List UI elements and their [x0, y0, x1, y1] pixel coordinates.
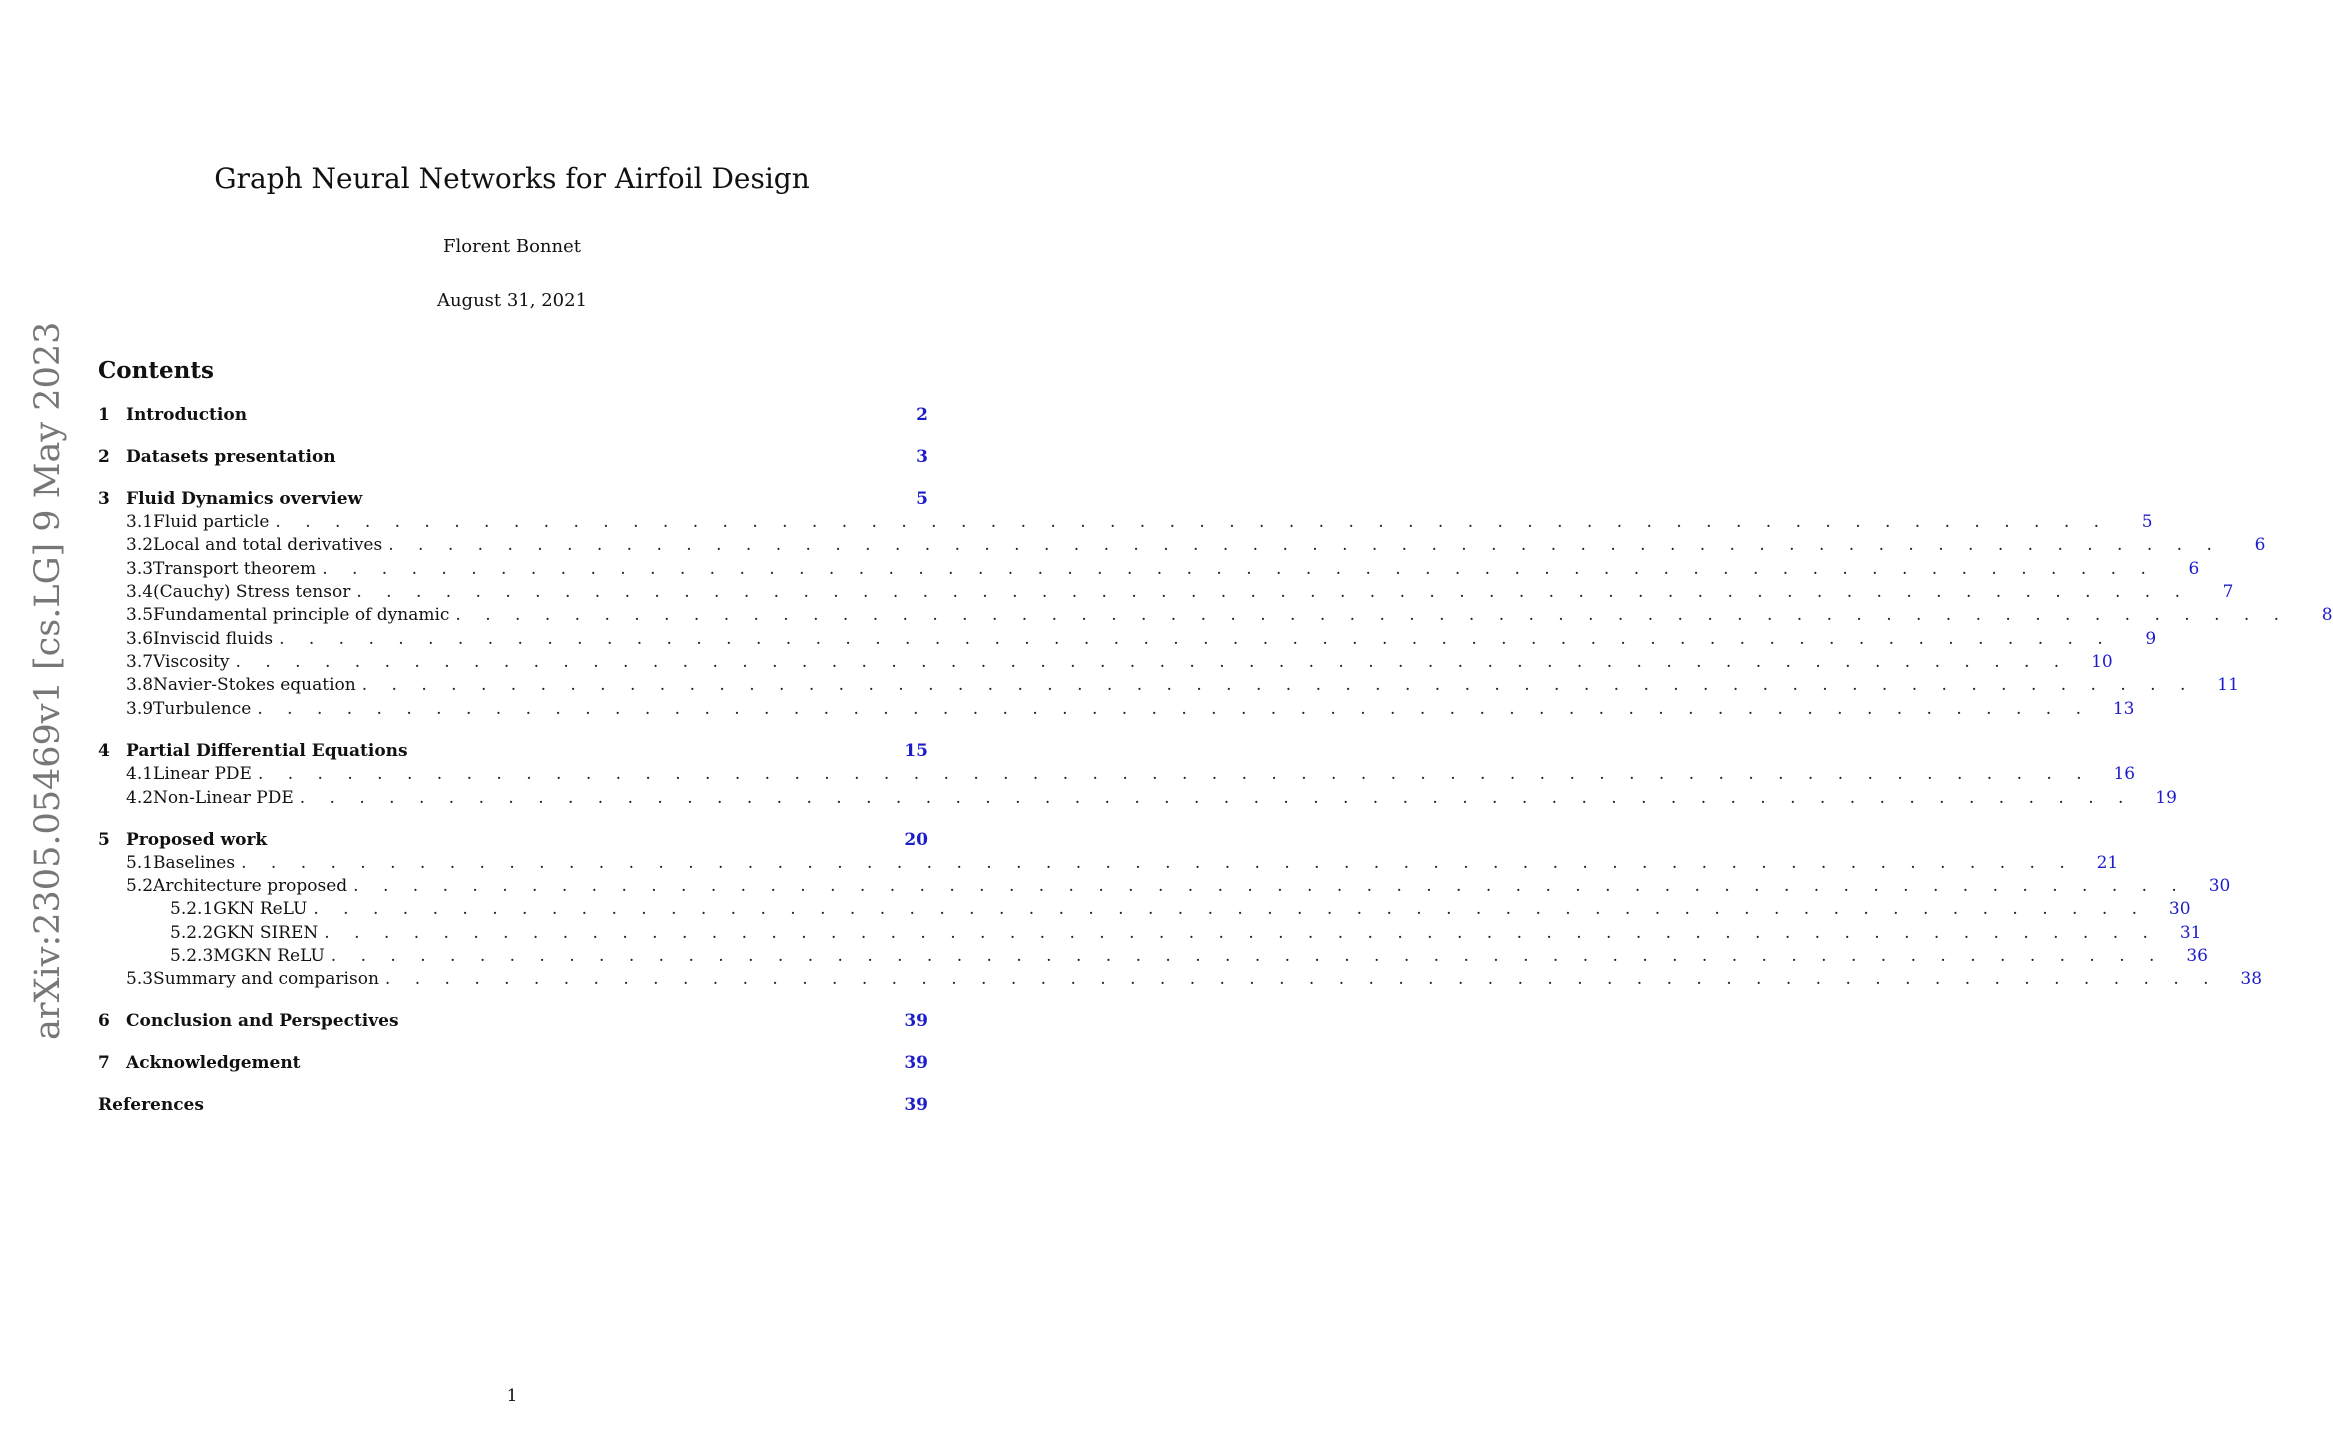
- toc-number: 4.2: [126, 788, 154, 808]
- toc-entry-architecture-proposed[interactable]: [98, 875, 2231, 897]
- toc-label: Introduction: [126, 405, 248, 425]
- toc-dot-leader: . . . . . . . . . . . . . . . . . . . . . . . . . . . . . . . . . . . . . . . . . . . . . . . . . . . . . . . . . . . . . .: [455, 605, 2289, 625]
- toc-number: 3.7: [126, 652, 154, 672]
- toc-dot-leader: . . . . . . . . . . . . . . . . . . . . . . . . . . . . . . . . . . . . . . . . . . . . . . . . . . . . . . . . . . . . . .: [241, 853, 2075, 873]
- toc-label: References: [98, 1095, 204, 1115]
- toc-label: Conclusion and Perspectives: [126, 1011, 399, 1031]
- toc-dot-leader: . . . . . . . . . . . . . . . . . . . . . . . . . . . . . . . . . . . . . . . . . . . . . . . . . . . . . . . . . . . . . .: [257, 699, 2091, 719]
- toc-dot-leader: . . . . . . . . . . . . . . . . . . . . . . . . . . . . . . . . . . . . . . . . . . . . . . . . . . . . . . . . . . . . . .: [324, 923, 2158, 943]
- paper-date: August 31, 2021: [436, 290, 588, 311]
- toc-page-link[interactable]: 13: [2112, 699, 2135, 719]
- toc-page-link[interactable]: 30: [2168, 899, 2191, 919]
- toc-number: 5.2: [126, 876, 154, 896]
- toc-dot-leader: . . . . . . . . . . . . . . . . . . . . . . . . . . . . . . . . . . . . . . . . . . . . . . . . . . . . . . . . . . . . . .: [279, 629, 2113, 649]
- toc-number: 3.5: [126, 605, 154, 625]
- toc-number: 2: [98, 447, 110, 467]
- toc-entry-fundamental-principle[interactable]: [98, 604, 2333, 626]
- toc-page-link[interactable]: 8: [2321, 605, 2333, 625]
- toc-label: Baselines: [153, 853, 236, 873]
- toc-label: Transport theorem: [153, 559, 317, 579]
- toc-page-link[interactable]: 39: [904, 1011, 928, 1031]
- toc-label: Viscosity: [153, 652, 230, 672]
- toc-entry-linear-pde[interactable]: [98, 763, 2136, 785]
- toc-dot-leader: . . . . . . . . . . . . . . . . . . . . . . . . . . . . . . . . . . . . . . . . . . . . . . . . . . . . . . . . . . . . . .: [361, 675, 2195, 695]
- toc-entry-summary-comparison[interactable]: [98, 968, 2263, 990]
- toc-entry-acknowledgement[interactable]: [98, 1052, 928, 1074]
- toc-label: Acknowledgement: [126, 1053, 301, 1073]
- toc-dot-leader: . . . . . . . . . . . . . . . . . . . . . . . . . . . . . . . . . . . . . . . . . . . . . . . . . . . . . . . . . . . . . .: [313, 899, 2147, 919]
- toc-entry-stress-tensor[interactable]: [98, 581, 2234, 603]
- toc-label: Fundamental principle of dynamic: [153, 605, 450, 625]
- toc-number: 1: [98, 405, 110, 425]
- toc-number: 5.3: [126, 969, 154, 989]
- toc-label: Inviscid fluids: [153, 629, 274, 649]
- toc-page-link[interactable]: 15: [904, 741, 928, 761]
- toc-page-link[interactable]: 3: [916, 447, 928, 467]
- paper-title: Graph Neural Networks for Airfoil Design: [214, 162, 810, 195]
- toc-label: Navier-Stokes equation: [153, 675, 356, 695]
- toc-page-link[interactable]: 10: [2091, 652, 2113, 672]
- toc-dot-leader: . . . . . . . . . . . . . . . . . . . . . . . . . . . . . . . . . . . . . . . . . . . . . . . . . . . . . . . . . . . . . .: [235, 652, 2069, 672]
- toc-page-link[interactable]: 2: [916, 405, 928, 425]
- toc-entry-turbulence[interactable]: [98, 698, 2135, 720]
- toc-label: Local and total derivatives: [153, 535, 383, 555]
- toc-dot-leader: . . . . . . . . . . . . . . . . . . . . . . . . . . . . . . . . . . . . . . . . . . . . . . . . . . . . . . . . . . . . . .: [356, 582, 2190, 602]
- toc-number: 4: [98, 741, 110, 761]
- toc-label: Architecture proposed: [153, 876, 348, 896]
- toc-entry-viscosity[interactable]: [98, 651, 2113, 673]
- toc-label: Proposed work: [126, 830, 268, 850]
- toc-entry-mgkn-relu[interactable]: [98, 945, 2208, 967]
- toc-label: Datasets presentation: [126, 447, 336, 467]
- toc-label: (Cauchy) Stress tensor: [153, 582, 351, 602]
- toc-number: 5.1: [126, 853, 154, 873]
- toc-entry-baselines[interactable]: [98, 852, 2119, 874]
- toc-entry-local-total-derivatives[interactable]: [98, 534, 2266, 556]
- toc-entry-references[interactable]: [98, 1094, 928, 1116]
- toc-number: 4.1: [126, 764, 154, 784]
- toc-page-link[interactable]: 9: [2145, 629, 2157, 649]
- page-number: 1: [506, 1386, 518, 1406]
- toc-number: 7: [98, 1053, 110, 1073]
- toc-number: 5: [98, 830, 110, 850]
- toc-entry-proposed-work[interactable]: [98, 829, 928, 851]
- toc-dot-leader: . . . . . . . . . . . . . . . . . . . . . . . . . . . . . . . . . . . . . . . . . . . . . . . . . . . . . . . . . . . . . .: [384, 969, 2219, 989]
- toc-page-link[interactable]: 6: [2254, 535, 2266, 555]
- toc-entry-pde[interactable]: [98, 740, 928, 762]
- toc-page-link[interactable]: 30: [2208, 876, 2231, 896]
- toc-dot-leader: . . . . . . . . . . . . . . . . . . . . . . . . . . . . . . . . . . . . . . . . . . . . . . . . . . . . . . . . . . . . . .: [299, 788, 2133, 808]
- toc-entry-datasets-presentation[interactable]: [98, 446, 928, 468]
- toc-page-link[interactable]: 6: [2188, 559, 2200, 579]
- toc-page-link[interactable]: 21: [2096, 853, 2119, 873]
- toc-page-link[interactable]: 7: [2222, 582, 2234, 602]
- toc-dot-leader: . . . . . . . . . . . . . . . . . . . . . . . . . . . . . . . . . . . . . . . . . . . . . . . . . . . . . . . . . . . . . .: [353, 876, 2187, 896]
- toc-entry-fluid-particle[interactable]: [98, 511, 2153, 533]
- toc-entry-transport-theorem[interactable]: [98, 558, 2200, 580]
- toc-dot-leader: . . . . . . . . . . . . . . . . . . . . . . . . . . . . . . . . . . . . . . . . . . . . . . . . . . . . . . . . . . . . . .: [330, 946, 2164, 966]
- toc-page-link[interactable]: 20: [904, 830, 928, 850]
- toc-page-link[interactable]: 31: [2179, 923, 2202, 943]
- toc-label: Fluid Dynamics overview: [126, 489, 363, 509]
- toc-entry-conclusion[interactable]: [98, 1010, 928, 1032]
- toc-number: 3.2: [126, 535, 154, 555]
- toc-label: Summary and comparison: [153, 969, 379, 989]
- toc-label: GKN ReLU: [213, 899, 308, 919]
- toc-entry-inviscid-fluids[interactable]: [98, 628, 2157, 650]
- toc-number: 3.3: [126, 559, 154, 579]
- toc-label: Non-Linear PDE: [153, 788, 294, 808]
- toc-number: 5.2.1: [170, 899, 214, 919]
- toc-number: 3: [98, 489, 110, 509]
- toc-number: 3.8: [126, 675, 154, 695]
- toc-label: Linear PDE: [153, 764, 252, 784]
- toc-number: 5.2.2: [170, 923, 214, 943]
- toc-page-link[interactable]: 11: [2217, 675, 2239, 695]
- toc-entry-nonlinear-pde[interactable]: [98, 787, 2177, 809]
- toc-dot-leader: . . . . . . . . . . . . . . . . . . . . . . . . . . . . . . . . . . . . . . . . . . . . . . . . . . . . . . . . . . . . . .: [388, 535, 2222, 555]
- toc-dot-leader: . . . . . . . . . . . . . . . . . . . . . . . . . . . . . . . . . . . . . . . . . . . . . . . . . . . . . . . . . . . . . .: [322, 559, 2156, 579]
- toc-label: GKN SIREN: [213, 923, 319, 943]
- toc-number: 5.2.3: [170, 946, 214, 966]
- toc-page-link[interactable]: 36: [2186, 946, 2208, 966]
- toc-page-link[interactable]: 5: [916, 489, 928, 509]
- toc-label: Fluid particle: [153, 512, 270, 532]
- toc-dot-leader: . . . . . . . . . . . . . . . . . . . . . . . . . . . . . . . . . . . . . . . . . . . . . . . . . . . . . . . . . . . . . .: [257, 764, 2092, 784]
- toc-page-link[interactable]: 38: [2240, 969, 2263, 989]
- toc-entry-navier-stokes[interactable]: [98, 674, 2239, 696]
- toc-number: 3.9: [126, 699, 154, 719]
- toc-dot-leader: . . . . . . . . . . . . . . . . . . . . . . . . . . . . . . . . . . . . . . . . . . . . . . . . . . . . . . . . . . . . . .: [275, 512, 2109, 532]
- toc-page-link[interactable]: 16: [2113, 764, 2136, 784]
- contents-heading: Contents: [98, 357, 214, 384]
- toc-entry-gkn-siren[interactable]: [98, 922, 2202, 944]
- toc-entry-gkn-relu[interactable]: [98, 898, 2191, 920]
- toc-page-link[interactable]: 5: [2141, 512, 2153, 532]
- toc-label: MGKN ReLU: [213, 946, 325, 966]
- toc-entry-fluid-dynamics-overview[interactable]: [98, 488, 928, 510]
- toc-entry-introduction[interactable]: [98, 404, 928, 426]
- toc-page-link[interactable]: 19: [2155, 788, 2177, 808]
- toc-number: 6: [98, 1011, 110, 1031]
- toc-label: Partial Differential Equations: [126, 741, 408, 761]
- toc-number: 3.4: [126, 582, 154, 602]
- toc-number: 3.1: [126, 512, 154, 532]
- arxiv-stamp: arXiv:2305.05469v1 [cs.LG] 9 May 2023: [28, 321, 68, 1040]
- paper-author: Florent Bonnet: [442, 236, 582, 257]
- toc-label: Turbulence: [153, 699, 252, 719]
- toc-number: 3.6: [126, 629, 154, 649]
- toc-page-link[interactable]: 39: [904, 1053, 928, 1073]
- toc-page-link[interactable]: 39: [904, 1095, 928, 1115]
